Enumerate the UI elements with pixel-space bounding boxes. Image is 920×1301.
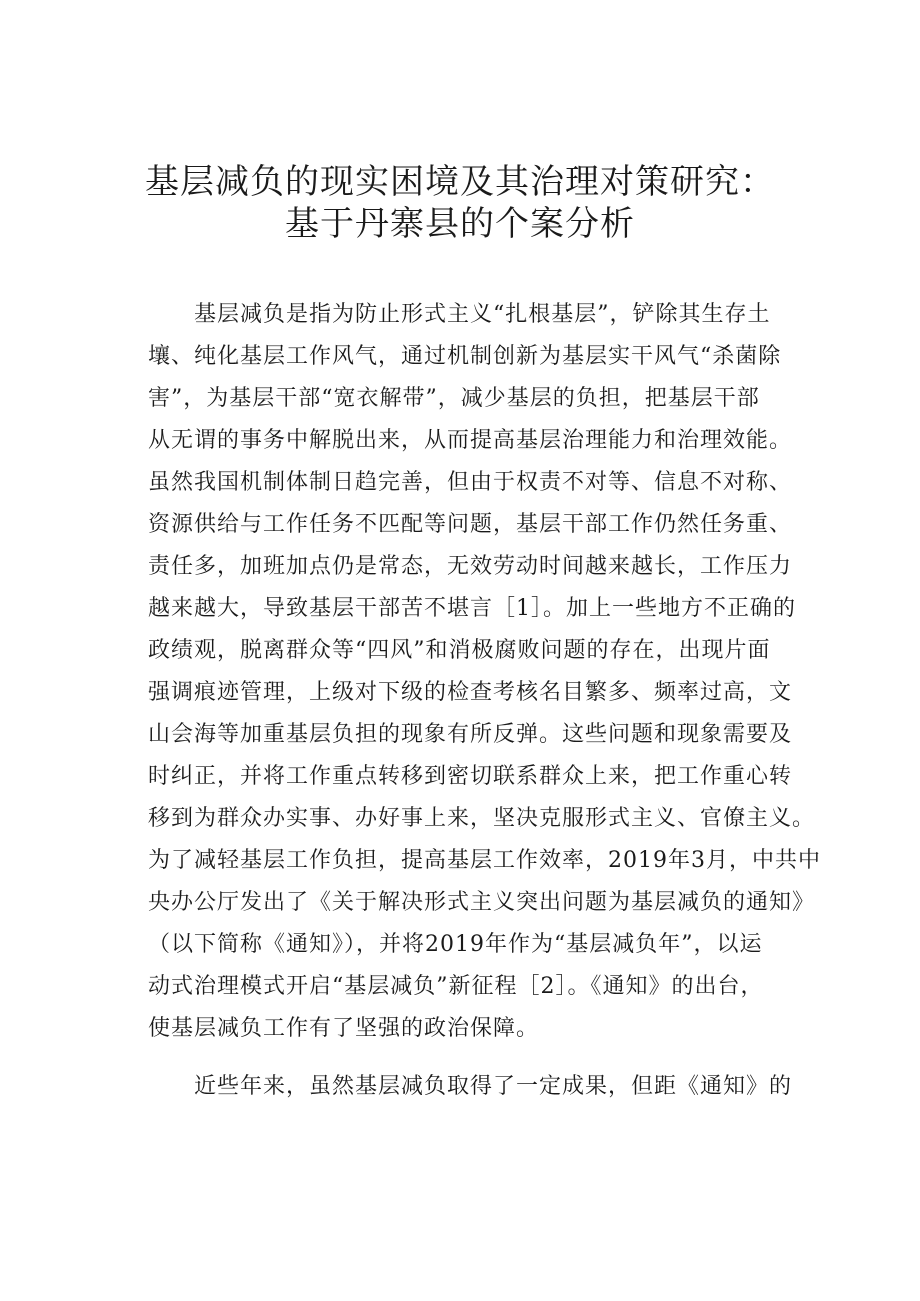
text-line: 近些年来，虽然基层减负取得了一定成果，但距《通知》的: [148, 1074, 793, 1099]
text-line: 越来越大，导致基层干部苦不堪言［1］。加上一些地方不正确的: [148, 596, 796, 621]
text-line: 移到为群众办实事、办好事上来，坚决克服形式主义、官僚主义。: [148, 806, 816, 831]
document-title-line-1: 基层减负的现实困境及其治理对策研究：: [145, 162, 775, 202]
text-line: 政绩观，脱离群众等“四风”和消极腐败问题的存在，出现片面: [148, 638, 771, 663]
text-line: 动式治理模式开启“基层减负”新征程［2］。《通知》的出台，: [148, 974, 764, 999]
document-title-line-2: 基于丹寨县的个案分析: [285, 204, 635, 244]
text-line: 壤、纯化基层工作风气，通过机制创新为基层实干风气“杀菌除: [148, 344, 782, 369]
text-line: 时纠正，并将工作重点转移到密切联系群众上来，把工作重心转: [148, 764, 793, 789]
text-line: 害”，为基层干部“宽衣解带”，减少基层的负担，把基层干部: [148, 386, 760, 411]
text-line: 资源供给与工作任务不匹配等问题，基层干部工作仍然任务重、: [148, 512, 793, 537]
text-line: 为了减轻基层工作负担，提高基层工作效率，2019年3月，中共中: [148, 848, 821, 873]
text-line: （以下简称《通知》），并将2019年作为“基层减负年”，以运: [148, 932, 763, 957]
text-line: 山会海等加重基层负担的现象有所反弹。这些问题和现象需要及: [148, 722, 793, 747]
text-line: 从无谓的事务中解脱出来，从而提高基层治理能力和治理效能。: [148, 428, 793, 453]
text-line: 责任多，加班加点仍是常态，无效劳动时间越来越长，工作压力: [148, 554, 793, 579]
text-line: 基层减负是指为防止形式主义“扎根基层”，铲除其生存土: [148, 302, 771, 327]
text-line: 强调痕迹管理，上级对下级的检查考核名目繁多、频率过高，文: [148, 680, 793, 705]
text-line: 虽然我国机制体制日趋完善，但由于权责不对等、信息不对称、: [148, 470, 793, 495]
paragraph-2: [148, 1066, 793, 1108]
paragraph-1: [148, 294, 821, 1050]
text-line: 使基层减负工作有了坚强的政治保障。: [148, 1016, 540, 1041]
text-line: 央办公厅发出了《关于解决形式主义突出问题为基层减负的通知》: [148, 890, 816, 915]
